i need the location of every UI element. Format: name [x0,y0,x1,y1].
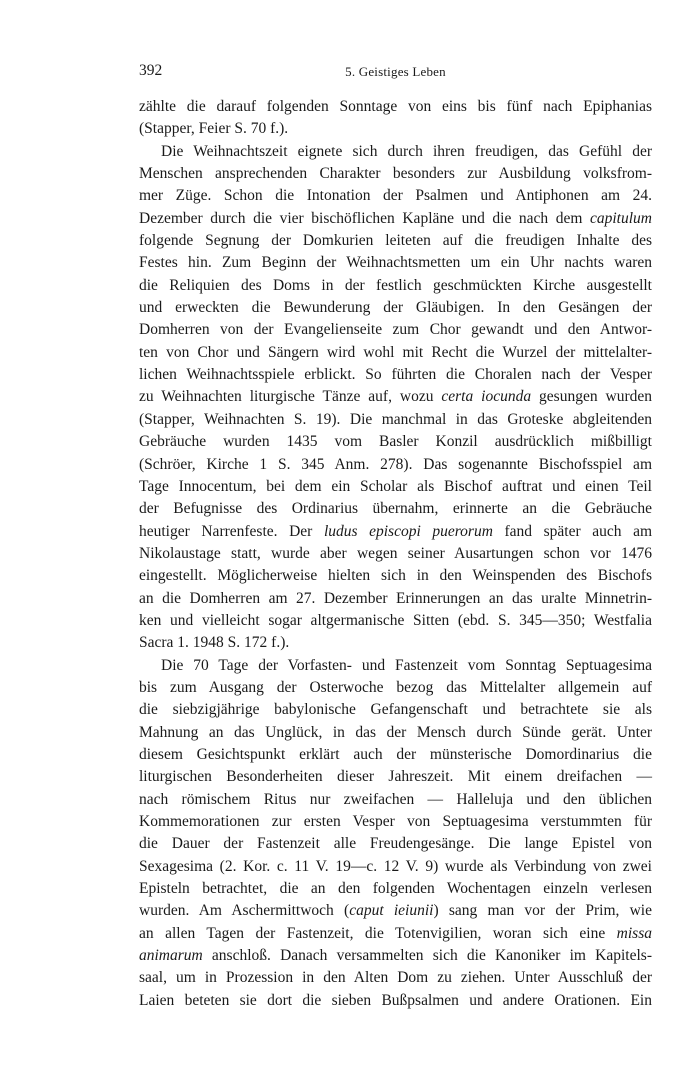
text-segment: die Dauer der Fastenzeit alle Freudengesänge. Die lange Epistel von [139,835,652,853]
page-number: 392 [139,62,163,79]
text-segment: Die Weihnachtszeit eignete sich durch ihren freudigen, das Gefühl der [161,142,652,160]
text-line [139,588,652,610]
text-line [139,565,652,587]
text-segment: Kommemorationen zur ersten Vesper von Septuagesima verstummten für [139,813,652,830]
text-segment: zählte die darauf folgenden Sonntage von eins bis fünf nach Epiphanias [139,98,652,115]
text-segment: heutiger Narrenfeste. Der [139,522,324,540]
text-segment: ten von Chor und Sängern wird wohl mit Recht die Wurzel der mittelalter- [139,343,652,361]
text-line [139,967,652,989]
text-line [139,610,652,632]
text-line [139,498,652,520]
text-segment: Tage Innocentum, bei dem ein Scholar als Bischof auftrat und einen Teil [139,477,652,495]
italic-term: caput ieiunii [349,902,434,920]
text-segment: fand später auch am [492,522,653,540]
text-line [139,230,652,252]
text-line [139,476,652,498]
text-line [139,543,652,565]
text-segment: lichen Weihnachtsspiele erblickt. So führten die Choralen nach der Vesper [139,366,652,384]
text-segment: wurden. Am Aschermittwoch ( [139,902,350,920]
text-line [139,900,652,922]
text-segment: bis zum Ausgang der Osterwoche bezog das Mittelalter allgemein auf [139,678,652,696]
text-segment: liturgischen Besonderheiten dieser Jahreszeit. Mit einem dreifachen — [139,768,652,786]
text-segment: gesungen wurden [531,388,652,406]
text-segment: Laien beteten sie dort die sieben Bußpsalmen und andere Orationen. Ein [139,991,652,1009]
text-line [139,454,652,476]
text-line [139,141,652,163]
text-line [139,342,652,364]
text-line [139,699,652,721]
text-line [139,923,652,945]
text-segment: (Stapper, Feier S. 70 f.). [139,120,289,138]
text-segment: Die 70 Tage der Vorfasten- und Fastenzeit vom Sonntag Septuagesima [161,656,652,674]
text-segment: Domherren von der Evangelienseite zum Chor gewandt und den Antwor- [139,321,652,339]
text-line [139,789,652,811]
text-segment: (Stapper, Weihnachten S. 19). Die manchmal in das Groteske abgleitenden [139,410,652,428]
text-line [139,856,652,878]
text-segment: Dezember durch die vier bischöflichen Kapläne und die nach dem [139,209,590,227]
text-line [139,655,652,677]
text-line [139,297,652,319]
text-line [139,521,652,543]
text-line [139,275,652,297]
text-segment: Sacra 1. 1948 S. 172 f.). [139,634,290,652]
text-segment: zu Weihnachten liturgische Tänze auf, wozu [139,388,442,406]
text-line [139,252,652,274]
text-line [139,677,652,699]
text-segment: die siebzigjährige babylonische Gefangenschaft und betrachtete sie als [139,701,652,719]
italic-term: ludus episcopi puerorum [323,522,493,540]
text-segment: Menschen ansprechenden Charakter besonders zur Ausbildung volksfrom- [139,165,652,183]
text-line [139,163,652,185]
text-line [139,409,652,431]
text-line [139,431,652,453]
text-line [139,185,652,207]
italic-term: animarum [139,947,203,965]
text-segment: an allen Tagen der Fastenzeit, die Totenvigilien, woran sich eine [139,924,617,942]
text-segment: Festes hin. Zum Beginn der Weihnachtsmetten um ein Uhr nachts waren [139,254,652,272]
text-line [139,878,652,900]
text-segment: Sexagesima (2. Kor. c. 11 V. 19—c. 12 V. 9) wurde als Verbindung von zwei [139,857,652,875]
text-segment: folgende Segnung der Domkurien leiteten auf die freudigen Inhalte des [139,232,652,250]
text-line [139,766,652,788]
text-line [139,990,652,1012]
text-line [139,118,652,140]
text-segment: Episteln betrachtet, die an den folgenden Wochentagen einzeln verlesen [139,880,652,898]
italic-term: capitulum [590,209,652,227]
text-segment: ) sang man vor der Prim, wie [433,902,652,920]
text-line [139,744,652,766]
text-segment: Nikolaustage statt, wurde aber wegen seiner Ausartungen schon vor 1476 [139,544,652,562]
text-segment: diesem Gesichtspunkt erklärt auch der münsterische Domordinarius die [139,745,652,763]
text-segment: anschloß. Danach versammelten sich die Kanoniker im Kapitels- [202,947,652,965]
text-line [139,96,652,118]
text-segment: und erweckten die Bewunderung der Gläubigen. In den Gesängen der [139,299,652,317]
running-head: 5. Geistiges Leben [345,64,446,79]
text-line [139,364,652,386]
text-line [139,208,652,230]
text-segment: an die Domherren am 27. Dezember Erinnerungen an das uralte Minnetrin- [139,589,652,607]
text-segment: Gebräuche wurden 1435 vom Basler Konzil ausdrücklich mißbilligt [139,433,652,451]
text-line [139,386,652,408]
body-text [139,96,652,1012]
text-line [139,811,652,833]
text-segment: die Reliquien des Doms in der festlich geschmückten Kirche ausgestellt [139,276,652,294]
text-segment: Mahnung an das Unglück, in das der Mensch durch Sünde gerät. Unter [139,723,652,741]
italic-term: missa [616,924,652,942]
text-segment: mer Züge. Schon die Intonation der Psalmen und Antiphonen am 24. [139,187,652,205]
text-segment: saal, um in Prozession in den Alten Dom zu ziehen. Unter Ausschluß der [139,969,652,987]
page-header [139,62,652,84]
text-line [139,632,652,654]
text-segment: der Befugnisse des Ordinarius übernahm, erinnerte an die Gebräuche [139,500,652,518]
italic-term: certa iocunda [441,388,532,406]
text-line [139,722,652,744]
text-segment: eingestellt. Möglicherweise hielten sich in den Weinspenden des Bischofs [139,567,652,585]
text-segment: ken und vielleicht sogar altgermanische Sitten (ebd. S. 345—350; Westfalia [139,611,652,629]
text-line [139,833,652,855]
text-line [139,319,652,341]
text-segment: (Schröer, Kirche 1 S. 345 Anm. 278). Das sogenannte Bischofsspiel am [139,455,652,473]
text-segment: nach römischem Ritus nur zweifachen — Halleluja und den üblichen [139,790,652,808]
text-line [139,945,652,967]
